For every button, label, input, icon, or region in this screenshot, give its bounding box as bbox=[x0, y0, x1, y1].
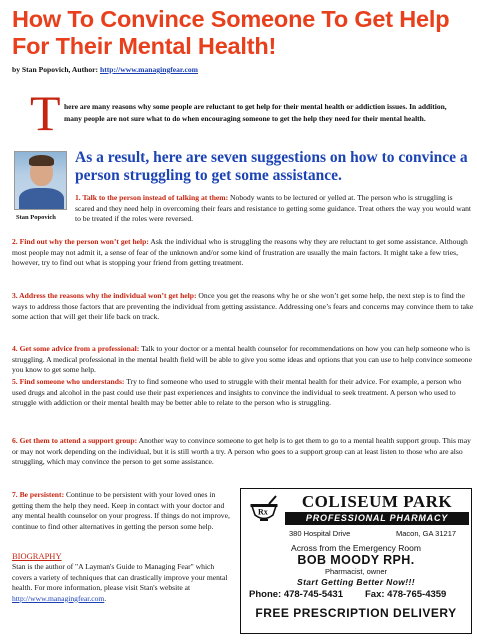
suggestion-1 bbox=[75, 193, 473, 225]
biography-heading: BIOGRAPHY bbox=[12, 551, 62, 561]
rx-mortar-icon bbox=[249, 495, 279, 523]
intro-paragraph: here are many reasons why some people are reluctant to get help for their mental health or addiction issues. In addition, many people are not sure what to do when encouraging someone to get the help they need for their mental health. bbox=[64, 102, 447, 123]
suggestion-heading: 2. Find out why the person won’t get help: bbox=[12, 237, 149, 246]
pharmacy-tagline: PROFESSIONAL PHARMACY bbox=[285, 512, 469, 525]
suggestion-heading: 3. Address the reasons why the individual won’t get help: bbox=[12, 291, 197, 300]
delivery-banner: FREE PRESCRIPTION DELIVERY bbox=[255, 606, 457, 620]
suggestion-body: Continue to be persistent with your loved ones in getting them the help they need. Keep in contact with your doctor and any mental health counselor on your progress. If things do not improve, continue to find other alternatives in getting the person some help. bbox=[12, 490, 230, 531]
svg-text:Rx: Rx bbox=[258, 507, 268, 517]
suggestion-body: Another way to convince someone to get help is to get them to go to a mental health support group. This may or may not work depending on the individual, but it is still worth a try. A person who goes to a support group can at least listen to those who are also struggling, which may convince the person to get some assistance. bbox=[12, 436, 471, 467]
pharmacy-slogan: Start Getting Better Now!!! bbox=[297, 577, 415, 587]
subheading: As a result, here are seven suggestions on how to convince a person struggling to get some assistance. bbox=[75, 149, 468, 184]
author-photo-hair bbox=[29, 155, 54, 166]
suggestion-7 bbox=[12, 490, 234, 532]
suggestion-heading: 4. Get some advice from a professional: bbox=[12, 344, 140, 353]
pharmacy-city: Macon, GA 31217 bbox=[396, 529, 457, 538]
author-photo bbox=[14, 151, 67, 210]
pharmacy-advertisement bbox=[240, 488, 472, 634]
pharmacy-address: 380 Hospital Drive bbox=[289, 529, 351, 538]
suggestion-heading: 6. Get them to attend a support group: bbox=[12, 436, 138, 445]
suggestion-5 bbox=[12, 377, 474, 409]
pharmacy-name: COLISEUM PARK bbox=[301, 492, 453, 511]
drop-cap: T bbox=[30, 85, 61, 141]
pharmacy-phone: Phone: 478-745-5431 bbox=[249, 589, 343, 600]
suggestion-3 bbox=[12, 291, 474, 323]
suggestion-body: Ask the individual who is struggling the reasons why they are reluctant to get some assistance. Although most people may not admit it, a sense of fear of the unknown and/or some kind of frustration are usually the main factors. It might take a few tries, however, try to find out what is stopping your friend from getting treatment. bbox=[12, 237, 468, 268]
suggestion-body: Try to find someone who used to struggle with their mental health for their advice. For example, a person who used drugs and alcohol in the past could use their past experiences and insights to convince the individual to seek treatment. A person who used to struggle with addiction or their mental health may be better able to relate to the person who is struggling. bbox=[12, 377, 462, 408]
pharmacist-name: BOB MOODY RPH. bbox=[297, 553, 415, 567]
biography-body: Stan is the author of "A Layman's Guide to Managing Fear" which covers a variety of techniques that can drastically improve your mental health. For more information, please visit Stan's website at bbox=[12, 562, 228, 593]
byline bbox=[12, 65, 198, 74]
suggestion-body: Nobody wants to be lectured or yelled at. The person who is struggling is scared and they need help in overcoming their fears and resistance to getting some guidance. Treat others the way you would want to be treated if the roles were reversed. bbox=[75, 193, 472, 224]
suggestion-heading: 7. Be persistent: bbox=[12, 490, 65, 499]
suggestion-body: Once you get the reasons why he or she won’t get some help, the next step is to find the ways to address those factors that are preventing the individual from getting assistance. Addressing one’s fears and concerns may convince them to take some action that will get their life back on track. bbox=[12, 291, 474, 322]
suggestion-2 bbox=[12, 237, 474, 269]
suggestion-4 bbox=[12, 344, 474, 376]
article-title: How To Convince Someone To Get Help For Their Mental Health! bbox=[12, 6, 450, 59]
suggestion-heading: 1. Talk to the person instead of talking at them: bbox=[75, 193, 229, 202]
suggestion-6 bbox=[12, 436, 474, 468]
suggestion-body: Talk to your doctor or a mental health counselor for recommendations on how you can help someone who is struggling. A medical professional in the mental health field will be able to give you some ideas and options that you can use to help convince someone you know to get some help. bbox=[12, 344, 472, 375]
suggestion-heading: 5. Find someone who understands: bbox=[12, 377, 125, 386]
biography-text bbox=[12, 562, 234, 604]
website-link[interactable]: http://www.managingfear.com bbox=[99, 65, 198, 74]
pharmacy-fax: Fax: 478-765-4359 bbox=[365, 589, 447, 600]
biography-end: . bbox=[104, 593, 107, 603]
pharmacist-role: Pharmacist, owner bbox=[324, 567, 388, 576]
byline-author: by Stan Popovich, Author: bbox=[12, 65, 100, 74]
photo-caption: Stan Popovich bbox=[16, 214, 56, 221]
author-photo-shirt bbox=[19, 188, 64, 210]
biography-website-link[interactable]: http://www.managingfear.com bbox=[12, 593, 105, 603]
pharmacy-location-note: Across from the Emergency Room bbox=[291, 543, 421, 553]
